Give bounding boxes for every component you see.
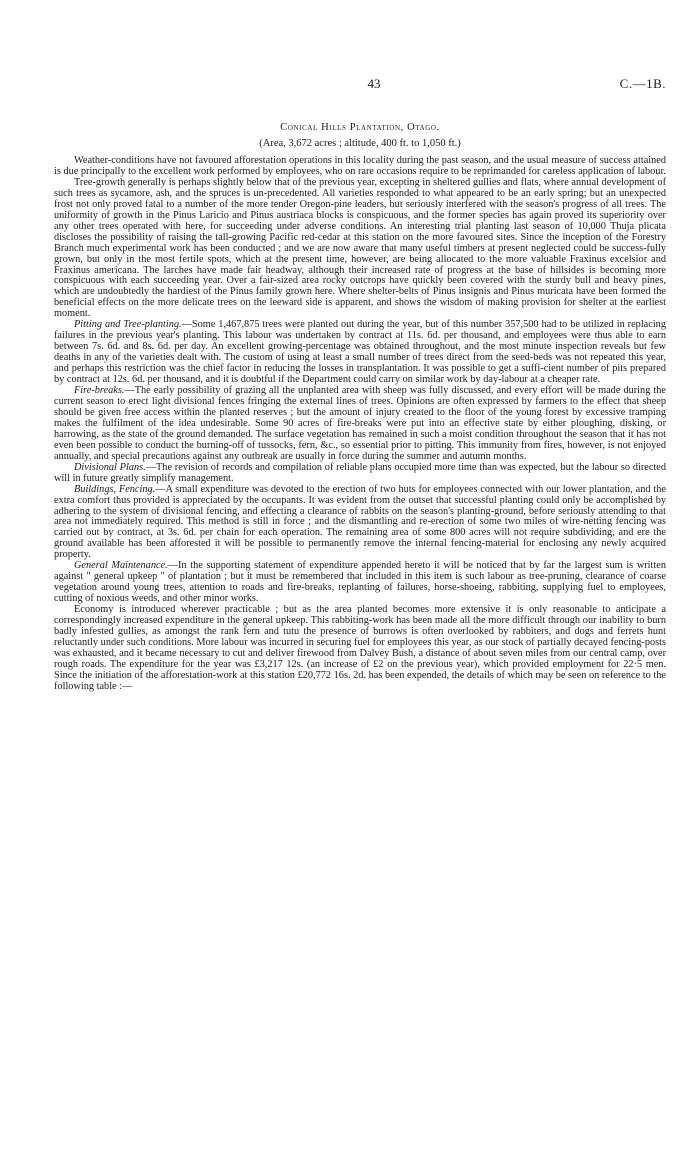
page-number: 43 — [367, 76, 381, 91]
paragraph-text: —The early possibility of grazing all the unplanted area with sheep was fully discussed, and every effort will be made during the current season to erect light divisional fences fringing the external lines of trees. Opinions are often expressed by farmers to the effect that sheep should be given free access within the planted reserves ; but the amount of injury created to the floor of the young forest by excessive tramping makes the fulfilment of the idea undesirable. Some 90 acres of fire-breaks were put into an effective state by either ploughing, disking, or harrowing, as the state of the ground demanded. The surface vegetation has remained in such a moist condition throughout the season that it has not even been possible to conduct the burning-off of tussocks, fern, &c., so essential prior to pitting. This immunity from fires, however, is not enjoyed annually, and special precautions against any outbreak are usually in force during the summer and autumn months. — [54, 385, 666, 462]
paragraph-economy — [54, 605, 666, 693]
paragraph-text: —In the supporting statement of expenditure appended hereto it will be noticed that by far the largest sum is written against " general upkeep " of plantation ; but it must be remembered that included in this item is such labour as tree-pruning, clearance of coarse vegetation around young trees, attention to roads and fire-breaks, replanting of failures, horse-shoeing, rabbiting, supplying fuel to employees, cutting of noxious weeds, and other minor works. — [54, 560, 666, 605]
paragraph-pitting — [54, 320, 666, 386]
paragraph-divisional-plans — [54, 463, 666, 485]
paragraph-text: Tree-growth generally is perhaps slightly below that of the previous year, excepting in sheltered gullies and flats, where annual development of such trees as sycamore, ash, and the spruces is un-precedented. All varieties responded to what appeared to be an early spring; but an unexpected frost not only proved fatal to a number of the more tender Oregon-pine leaders, but seriously interfered with the season's progress of all trees. The uniformity of growth in the Pinus Laricio and Pinus austriaca blocks is conspicuous, and the former species has again proved its superiority over any other trees operated with here, for succeeding under adverse conditions. An interesting trial planting last season of 10,000 Thuja plicata discloses the possibility of raising the tall-growing Pacific red-cedar at this station on the more favoured sites. Since the inception of the Forestry Branch much experimental work has been conducted ; and we are now aware that many useful timbers at present neglected could be success-fully grown, but only in the most fertile spots, which at the present time, however, are being allocated to the more valuable Fraxinus excelsior and Fraxinus americana. The larches have made fair headway, although their increased rate of progress at the base of hillsides is becoming more conspicuous with each succeeding year. Over a fair-sized area rocky outcrops have quickly been covered with the sturdy bull and heavy pines, which are undoubtedly the hardiest of the Pinus family grown here. Where shelter-belts of Pinus insignis and Pinus muricata have been formed the beneficial effects on the more delicate trees on the leeward side is apparent, and shows the wisdom of making provision for shelter at the earliest moment. — [54, 176, 666, 320]
paragraph-label: General Maintenance. — [74, 560, 168, 572]
document-reference: C.—1B. — [619, 76, 666, 91]
paragraph-text: Economy is introduced wherever practicable ; but as the area planted becomes more extensive it is only reasonable to anticipate a correspondingly increased expenditure in the general upkeep. This rabbiting-work has been made all the more difficult through our inability to burn badly infested gullies, as amongst the rank fern and tutu the presence of burrows is often overlooked by rabbiters, and dogs and ferrets hunt reluctantly under such conditions. More labour was incurred in securing fuel for employees this year, as our stock of partially decayed fencing-posts was exhausted, and it became necessary to cut and deliver firewood from Dalvey Bush, a distance of about seven miles from our central camp, over rough roads. The expenditure for the year was £3,217 12s. (an increase of £2 on the previous year), which provided employment for 22·5 men. Since the initiation of the afforestation-work at this station £20,772 16s. 2d. has been expended, the details of which may be seen on reference to the following table :— — [54, 604, 666, 692]
paragraph-label: Buildings, Fencing. — [74, 483, 156, 495]
paragraph-text: —Some 1,467,875 trees were planted out during the year, but of this number 357,500 had to be utilized in replacing failures in the previous year's planting. This labour was undertaken by contract at 11s. 6d. per thousand, and employees were thus able to earn between 7s. 6d. and 8s. 6d. per day. An excellent growing-percentage was obtained throughout, and the most minute inspection reveals but few deaths in any of the varieties dealt with. The custom of using at least a small number of trees direct from the seed-beds was not repeated this year, and perhaps this restriction was the chief factor in reducing the losses in transplantation. It was possible to get a suffi-cient number of pits prepared by contract at 12s. 6d. per thousand, and it is doubtful if the Department could carry on similar work by day-labour at a cheaper rate. — [54, 319, 666, 386]
paragraph-label: Pitting and Tree-planting. — [74, 319, 182, 331]
body-text — [54, 156, 666, 693]
paragraph-text: —A small expenditure was devoted to the erection of two huts for employees connected with our lower plantation, and the extra comfort thus provided is appreciated by the occupants. It was evident from the outset that successful planting could only be accomplished by adhering to the system of divisional fencing, and effecting a clearance of rabbits on the season's planting-ground, before seriously attending to that area not immediately required. This method is still in force ; and the dismantling and re-erection of some two miles of wire-netting fencing was carried out by contract, at 3s. 6d. per chain for each operation. The remaining area of some 800 acres will not require subdividing, and ere the ground available has been afforested it will be possible to permanently remove the internal fencing-material for enclosing any newly acquired property. — [54, 483, 667, 561]
paragraph-general-maintenance — [54, 561, 666, 605]
paragraph-fire-breaks — [54, 386, 666, 463]
paragraph-text: Weather-conditions have not favoured afforestation operations in this locality during the past season, and the usual measure of success attained is due principally to the excellent work performed by employees, who on rare occasions require to be reprimanded for careless application of labour. — [54, 155, 666, 177]
paragraph-label: Fire-breaks. — [74, 385, 125, 397]
section-subtitle: (Area, 3,672 acres ; altitude, 400 ft. to 1,050 ft.) — [259, 138, 461, 149]
paragraph-text: —The revision of records and compilation of reliable plans occupied more time than was expected, but the labour so directed will in future greatly simplify management. — [54, 461, 666, 484]
section-title: Conical Hills Plantation, Otago. — [280, 122, 440, 133]
paragraph-tree-growth — [54, 178, 666, 320]
paragraph-buildings-fencing — [54, 485, 666, 562]
paragraph-weather — [54, 156, 666, 178]
paragraph-label: Divisional Plans. — [74, 461, 146, 473]
